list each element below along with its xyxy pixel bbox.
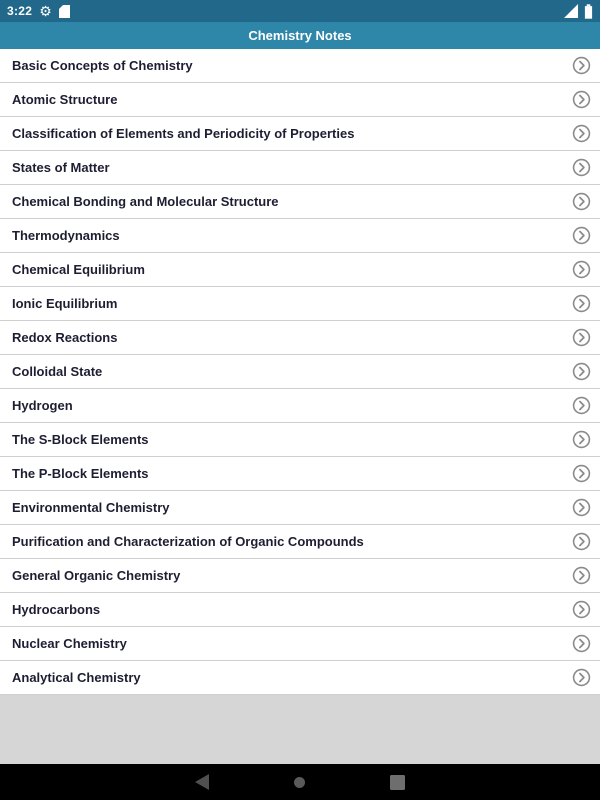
- chevron-right-icon: [572, 192, 591, 211]
- gear-icon: ⚙: [39, 3, 52, 19]
- chevron-right-icon: [572, 260, 591, 279]
- chevron-right-icon: [572, 56, 591, 75]
- chevron-right-icon: [572, 464, 591, 483]
- app-title: Chemistry Notes: [248, 28, 352, 43]
- list-item-label: Ionic Equilibrium: [12, 296, 118, 311]
- list-item-label: Basic Concepts of Chemistry: [12, 58, 193, 73]
- app-bar: [0, 22, 600, 49]
- list-item[interactable]: [0, 559, 600, 593]
- list-item-label: Environmental Chemistry: [12, 500, 170, 515]
- chevron-right-icon: [572, 498, 591, 517]
- chevron-right-icon: [572, 532, 591, 551]
- chevron-right-icon: [572, 124, 591, 143]
- list-item-label: Chemical Bonding and Molecular Structure: [12, 194, 279, 209]
- topic-list: [0, 49, 600, 695]
- chevron-right-icon: [572, 362, 591, 381]
- wifi-icon: [564, 4, 579, 18]
- chevron-right-icon: [572, 396, 591, 415]
- list-item[interactable]: [0, 423, 600, 457]
- list-item-label: States of Matter: [12, 160, 110, 175]
- list-item[interactable]: [0, 253, 600, 287]
- list-item[interactable]: [0, 287, 600, 321]
- list-item-label: Classification of Elements and Periodicity of Properties: [12, 126, 355, 141]
- chevron-right-icon: [572, 634, 591, 653]
- list-item-label: Colloidal State: [12, 364, 103, 379]
- status-time: 3:22: [7, 4, 33, 18]
- list-item-label: Redox Reactions: [12, 330, 118, 345]
- list-item-label: The P-Block Elements: [12, 466, 149, 481]
- list-item-label: Chemical Equilibrium: [12, 262, 145, 277]
- list-item[interactable]: [0, 389, 600, 423]
- list-item-label: The S-Block Elements: [12, 432, 149, 447]
- chevron-right-icon: [572, 90, 591, 109]
- list-item-label: Thermodynamics: [12, 228, 120, 243]
- list-item-label: Nuclear Chemistry: [12, 636, 127, 651]
- list-item[interactable]: [0, 457, 600, 491]
- sd-card-icon: [59, 5, 70, 18]
- status-right-icons: [564, 4, 593, 19]
- chevron-right-icon: [572, 600, 591, 619]
- list-item[interactable]: [0, 525, 600, 559]
- list-item[interactable]: [0, 355, 600, 389]
- list-item[interactable]: [0, 185, 600, 219]
- list-item[interactable]: [0, 219, 600, 253]
- list-item-label: Hydrocarbons: [12, 602, 101, 617]
- list-item[interactable]: [0, 661, 600, 695]
- chevron-right-icon: [572, 226, 591, 245]
- list-item[interactable]: [0, 117, 600, 151]
- recents-button[interactable]: [390, 775, 405, 790]
- list-item-label: General Organic Chemistry: [12, 568, 181, 583]
- status-bar: [0, 0, 600, 22]
- navigation-bar: [0, 764, 600, 800]
- chevron-right-icon: [572, 158, 591, 177]
- chevron-right-icon: [572, 294, 591, 313]
- list-item[interactable]: [0, 151, 600, 185]
- list-item[interactable]: [0, 491, 600, 525]
- list-item-label: Purification and Characterization of Organic Compounds: [12, 534, 364, 549]
- back-button[interactable]: [195, 774, 209, 790]
- list-item-label: Atomic Structure: [12, 92, 118, 107]
- chevron-right-icon: [572, 566, 591, 585]
- chevron-right-icon: [572, 430, 591, 449]
- chevron-right-icon: [572, 328, 591, 347]
- list-item-label: Analytical Chemistry: [12, 670, 141, 685]
- list-item[interactable]: [0, 627, 600, 661]
- battery-icon: [584, 4, 593, 19]
- chevron-right-icon: [572, 668, 591, 687]
- list-item[interactable]: [0, 49, 600, 83]
- list-item[interactable]: [0, 593, 600, 627]
- list-item[interactable]: [0, 83, 600, 117]
- list-item[interactable]: [0, 321, 600, 355]
- home-button[interactable]: [293, 776, 306, 789]
- list-item-label: Hydrogen: [12, 398, 73, 413]
